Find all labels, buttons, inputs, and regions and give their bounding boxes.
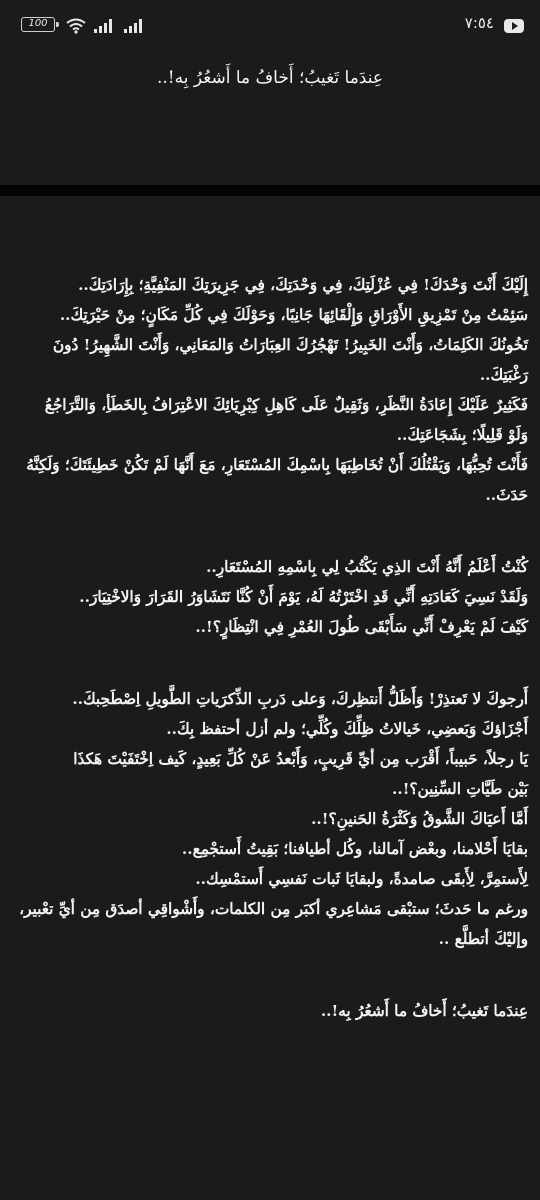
- text-line: لِأَستمِرَّ، لِأَبقَى صامدةً، ولبقايَا ثَبات نَفسِي أَستمْسِك..: [195, 870, 528, 888]
- youtube-icon: [504, 19, 524, 33]
- paragraph-gap: [16, 510, 528, 552]
- divider: [0, 185, 540, 196]
- text-line: تَخُونُكَ الكَلِمَاتُ، وَأَنْتَ الخَبِيرُ! تَهْجُرُكَ العِبَارَاتُ وَالمَعَانِي، وَأَنْتَ الشَّهِيرُ! دُونَ: [52, 336, 528, 354]
- post-title: عِندَما تَغيبُ؛ أَخافُ ما أَشعُرُ بِه!..: [156, 68, 383, 88]
- paragraph-gap: [16, 642, 528, 684]
- status-bar: [0, 0, 540, 56]
- text-line: فَكَثِيرٌ عَلَيْكَ إِعَادَةُ النَّظَرِ، وَثَقِيلٌ عَلَى كَاهِلِ كِبْرِيَائِكَ الاعْتِرَافُ بِالخَطَأِ، وَالتَّرَاجُعُ: [44, 396, 528, 414]
- battery-icon: 100: [21, 17, 55, 32]
- paragraph-gap: [16, 954, 528, 996]
- text-line: كَيْفَ لَمْ يَعْرِفْ أَنِّي سَأَبْقَى طُولَ العُمْرِ فِي انْتِظَارٍ؟!..: [195, 618, 528, 636]
- signal-icon: [124, 17, 146, 33]
- text-line: وإليْكَ أتطلَّع ..: [438, 930, 528, 948]
- text-line: رَغْبَتِكَ..: [479, 366, 528, 384]
- status-time: ٧:٥٤: [464, 14, 494, 32]
- post-body: [16, 270, 528, 1026]
- text-line: أَجْزَاؤكَ وَبَعضِي، خَيالاتُ ظِلِّكَ وكُلِّي؛ ولم أزل أحتفظ بِكَ..: [166, 720, 528, 738]
- text-line: عِندَما تَغيبُ؛ أَخافُ ما أَشعُرُ بِه!..: [320, 1002, 528, 1020]
- signal-icon: [94, 17, 116, 33]
- text-line: إِلَيْكَ أَنْتَ وَحْدَكَ! فِي عُزْلَتِكَ، فِي وَحْدَتِكَ، فِي جَزِيرَتِكَ المَنْفِيَّةِ؛ بِإِرَادَتِكَ..: [78, 276, 528, 294]
- wifi-icon: [66, 18, 86, 34]
- text-line: بقايَا أَحْلامنا، وبعْض آمالنا، وكُل أطيافنا؛ بَقِيتُ أَستجْمِع..: [181, 840, 528, 858]
- text-line: يَا رجلاً، حَبيباً، أَقْرَب مِن أيِّ قَرِيبٍ، وَأَبْعدُ عَنْ كُلِّ بَعِيدٍ، كَيف اِخْتَفَيْتَ هَكذَا: [73, 750, 528, 768]
- text-line: بَيْن طَيَّاتِ السِّنِين؟!..: [392, 780, 528, 798]
- text-line: ورغم ما حَدثَ؛ ستبْقى مَشاعِري أكبَر مِن الكلمات، وأَشْواقِي أصدَق مِن أيِّ تعْبير،: [19, 900, 528, 918]
- text-line: أَمَّا أَعيَاكَ الشَّوقُ وَكَثْرَةُ الحَنينِ؟!..: [311, 810, 528, 828]
- text-line: وَلَوْ قَلِيلًا؛ بِشَجَاعَتِكَ..: [396, 426, 528, 444]
- text-line: وَلَقَدْ نَسِيَ كَعَادَتِهِ أَنِّي قَدِ اخْتَرْتُهُ لَهُ، يَوْمَ أَنْ كُنَّا نَتَشَاوَرُ القَرَارَ وَالاخْتِيَارَ..: [79, 588, 528, 606]
- text-line: أَرجوكَ لا تَعتذِرْ! وَأَظَلُّ أَنتظِركَ، وَعلى دَربِ الذِّكرَياتِ الطَّويلِ اِصْطَحِبكَ..: [72, 690, 528, 708]
- text-line: كُنْتُ أَعْلَمُ أَنَّهُ أَنْتَ الذِي يَكْتُبُ لِي بِاسْمِهِ المُسْتَعَارِ..: [206, 558, 528, 576]
- text-line: فَأَنْتَ تُحِبُّهَا، وَيَقْتُلُكَ أَنْ تُخَاطِبَهَا بِاسْمِكَ المُسْتَعَارِ، مَعَ أَنَّهَا لَمْ تَكُنْ خَطِيئَتَكَ؛ وَلَكِنَّهُ: [26, 456, 528, 474]
- text-line: سَئِمْتُ مِنْ تَمْزِيقِ الأَوْرَاقِ وَإِلْقَائِهَا جَانِبًا، وَحَوْلَكَ فِي كُلِّ مَكَانٍ؛ مِنْ حَيْرَتِكَ..: [59, 306, 528, 324]
- text-line: حَدَثَ..: [485, 486, 528, 504]
